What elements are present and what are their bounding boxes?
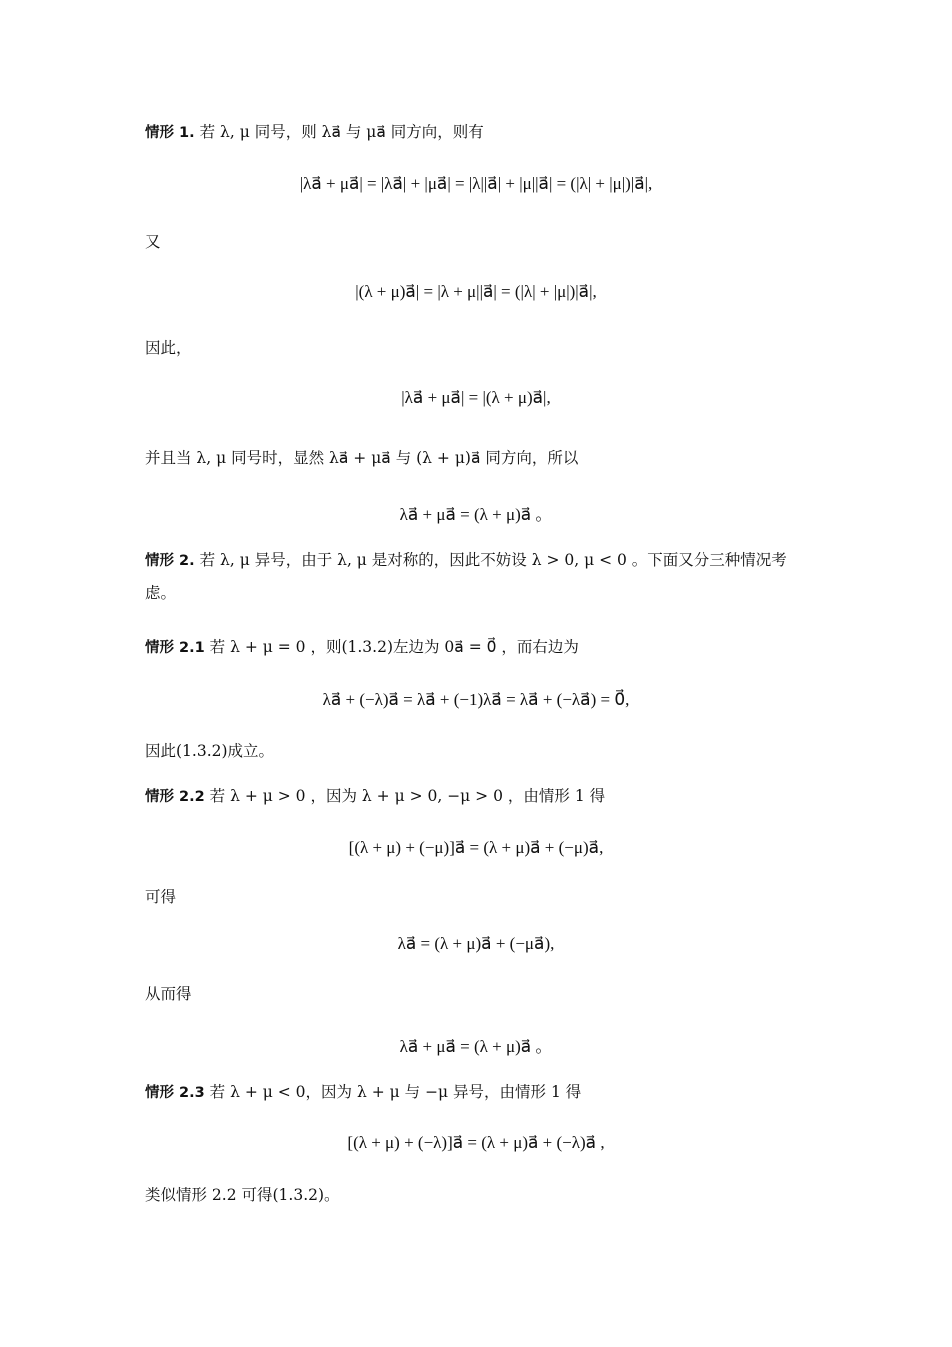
case-2-statement bbox=[145, 544, 815, 609]
paragraph-similar: 类似情形 2.2 可得(1.3.2)。 bbox=[145, 1186, 340, 1204]
case-label: 情形 2.1 bbox=[145, 640, 205, 656]
equation-9: [(λ + μ) + (−λ)]a⃗ = (λ + μ)a⃗ + (−λ)a⃗ , bbox=[347, 1133, 605, 1152]
case-2-1-statement bbox=[145, 636, 579, 659]
case-text: 若 λ, μ 异号，由于 λ, μ 是对称的，因此不妨设 λ > 0, μ < 0 。下面又分三种情况考虑。 bbox=[145, 551, 787, 602]
case-text: 若 λ, μ 同号，则 λa⃗ 与 μa⃗ 同方向，则有 bbox=[194, 123, 484, 141]
equation-6: [(λ + μ) + (−μ)]a⃗ = (λ + μ)a⃗ + (−μ)a⃗, bbox=[348, 838, 604, 857]
case-text: 若 λ + μ > 0 ，因为 λ + μ > 0, −μ > 0 ，由情形 1 得 bbox=[204, 787, 606, 805]
case-label: 情形 1. bbox=[145, 125, 195, 141]
case-text: 若 λ + μ = 0 ，则(1.3.2)左边为 0a⃗ = 0⃗ ，而右边为 bbox=[204, 638, 579, 656]
case-2-2-statement bbox=[145, 785, 605, 808]
case-label: 情形 2.2 bbox=[145, 789, 205, 805]
paragraph-congerde: 从而得 bbox=[145, 985, 192, 1003]
equation-4: λa⃗ + μa⃗ = (λ + μ)a⃗ 。 bbox=[399, 505, 553, 524]
case-1-statement bbox=[145, 121, 484, 144]
equation-5: λa⃗ + (−λ)a⃗ = λa⃗ + (−1)λa⃗ = λa⃗ + (−λa⃗) = 0⃗, bbox=[322, 690, 630, 709]
paragraph-holds: 因此(1.3.2)成立。 bbox=[145, 742, 275, 760]
equation-8: λa⃗ + μa⃗ = (λ + μ)a⃗ 。 bbox=[399, 1037, 553, 1056]
case-label: 情形 2.3 bbox=[145, 1085, 205, 1101]
paragraph-same-direction: 并且当 λ, μ 同号时，显然 λa⃗ + μa⃗ 与 (λ + μ)a⃗ 同方向，所以 bbox=[145, 449, 579, 467]
paragraph-you: 又 bbox=[145, 233, 161, 251]
case-text: 若 λ + μ < 0，因为 λ + μ 与 −μ 异号，由情形 1 得 bbox=[204, 1083, 582, 1101]
case-2-3-statement bbox=[145, 1081, 581, 1104]
paragraph-yinci: 因此， bbox=[145, 339, 192, 357]
equation-2: |(λ + μ)a⃗| = |λ + μ||a⃗| = (|λ| + |μ|)|a⃗|, bbox=[355, 282, 597, 301]
equation-7: λa⃗ = (λ + μ)a⃗ + (−μa⃗), bbox=[397, 934, 555, 953]
case-label: 情形 2. bbox=[145, 553, 195, 569]
equation-3: |λa⃗ + μa⃗| = |(λ + μ)a⃗|, bbox=[401, 388, 551, 407]
paragraph-kede: 可得 bbox=[145, 888, 177, 906]
equation-1: |λa⃗ + μa⃗| = |λa⃗| + |μa⃗| = |λ||a⃗| + |μ||a⃗| = (|λ| + |μ|)|a⃗|, bbox=[299, 174, 653, 193]
